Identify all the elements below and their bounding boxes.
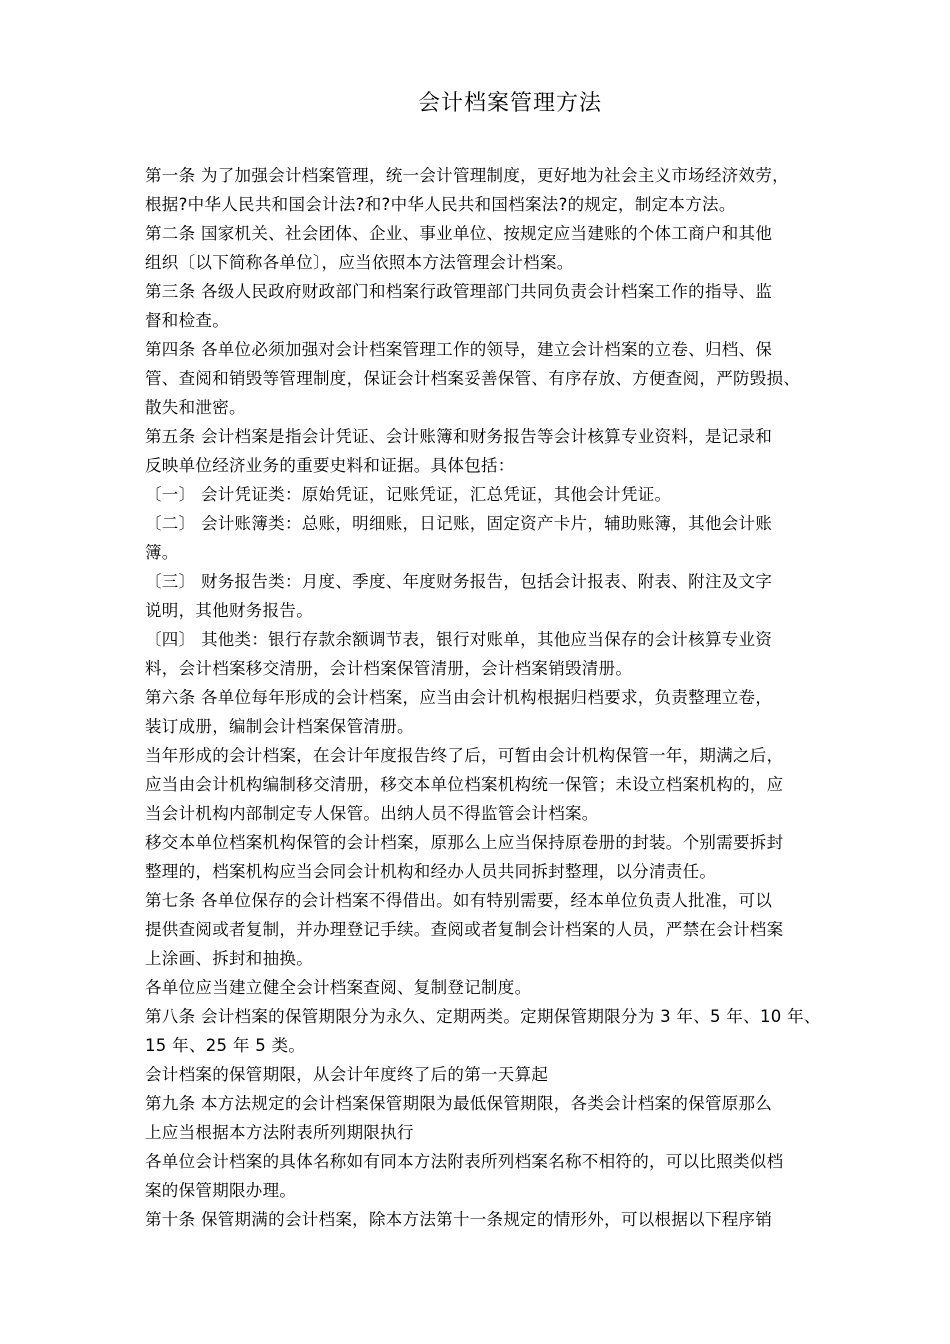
body-line: 装订成册，编制会计档案保管清册。 (145, 717, 414, 736)
document-body (145, 161, 905, 1234)
body-line: 第六条 各单位每年形成的会计档案，应当由会计机构根据归档要求，负责整理立卷， (145, 688, 773, 707)
body-line: 〔三〕 财务报告类：月度、季度、年度财务报告，包括会计报表、附表、附注及文字 (145, 572, 773, 591)
body-line: 第九条 本方法规定的会计档案保管期限为最低保管期限，各类会计档案的保管原那么 (145, 1094, 773, 1113)
body-line: 各单位会计档案的具体名称如有同本方法附表所列档案名称不相符的，可以比照类似档 (145, 1152, 784, 1171)
body-line: 整理的，档案机构应当会同会计机构和经办人员共同拆封整理，以分清责任。 (145, 862, 717, 881)
body-line: 第五条 会计档案是指会计凭证、会计账簿和财务报告等会计核算专业资料，是记录和 (145, 427, 773, 446)
body-line: 各单位应当建立健全会计档案查阅、复制登记制度。 (145, 978, 532, 997)
body-line: 第四条 各单位必须加强对会计档案管理工作的领导，建立会计档案的立卷、归档、保 (145, 340, 773, 359)
body-line: 第七条 各单位保存的会计档案不得借出。如有特别需要，经本单位负责人批准，可以 (145, 891, 773, 910)
body-line: 当会计机构内部制定专人保管。出纳人员不得监管会计档案。 (145, 804, 599, 823)
body-line: 提供查阅或者复制，并办理登记手续。查阅或者复制会计档案的人员，严禁在会计档案 (145, 920, 784, 939)
body-line: 上涂画、拆封和抽换。 (145, 949, 313, 968)
body-line: 当年形成的会计档案，在会计年度报告终了后，可暂由会计机构保管一年，期满之后， (145, 746, 784, 765)
body-line: 应当由会计机构编制移交清册，移交本单位档案机构统一保管；未设立档案机构的，应 (145, 775, 784, 794)
body-line: 管、查阅和销毁等管理制度，保证会计档案妥善保管、有序存放、方便查阅，严防毁损、 (145, 369, 801, 388)
body-line: 案的保管期限办理。 (145, 1181, 297, 1200)
body-line: 料，会计档案移交清册，会计档案保管清册，会计档案销毁清册。 (145, 659, 633, 678)
body-line: 督和检查。 (145, 311, 229, 330)
body-line: 散失和泄密。 (145, 398, 246, 417)
body-line: 15 年、25 年 5 类。 (145, 1036, 306, 1055)
body-line: 簿。 (145, 543, 179, 562)
body-line: 〔四〕 其他类：银行存款余额调节表，银行对账单，其他应当保存的会计核算专业资 (145, 630, 773, 649)
body-line: 移交本单位档案机构保管的会计档案，原那么上应当保持原卷册的封装。个别需要拆封 (145, 833, 784, 852)
body-line: 第十条 保管期满的会计档案，除本方法第十一条规定的情形外，可以根据以下程序销 (145, 1210, 773, 1229)
body-line: 〔二〕 会计账簿类：总账，明细账，日记账，固定资产卡片，辅助账簿，其他会计账 (145, 514, 773, 533)
body-line: 反映单位经济业务的重要史料和证据。具体包括： (145, 456, 515, 475)
body-line: 上应当根据本方法附表所列期限执行 (145, 1123, 414, 1142)
body-line: 第二条 国家机关、社会团体、企业、事业单位、按规定应当建账的个体工商户和其他 (145, 224, 773, 243)
body-line: 根据?中华人民共和国会计法?和?中华人民共和国档案法?的规定，制定本方法。 (145, 195, 736, 214)
body-line: 第一条 为了加强会计档案管理，统一会计管理制度，更好地为社会主义市场经济效劳， (145, 166, 789, 185)
document-title: 会计档案管理方法 (417, 91, 602, 116)
body-line: 说明，其他财务报告。 (145, 601, 313, 620)
body-line: 第八条 会计档案的保管期限分为永久、定期两类。定期保管期限分为 3 年、5 年、10 年、 (145, 1007, 821, 1026)
body-line: 会计档案的保管期限，从会计年度终了后的第一天算起 (145, 1065, 549, 1084)
body-line: 组织〔以下简称各单位〕，应当依照本方法管理会计档案。 (145, 253, 574, 272)
body-line: 〔一〕 会计凭证类：原始凭证，记账凭证，汇总凭证，其他会计凭证。 (145, 485, 672, 504)
body-line: 第三条 各级人民政府财政部门和档案行政管理部门共同负责会计档案工作的指导、监 (145, 282, 773, 301)
